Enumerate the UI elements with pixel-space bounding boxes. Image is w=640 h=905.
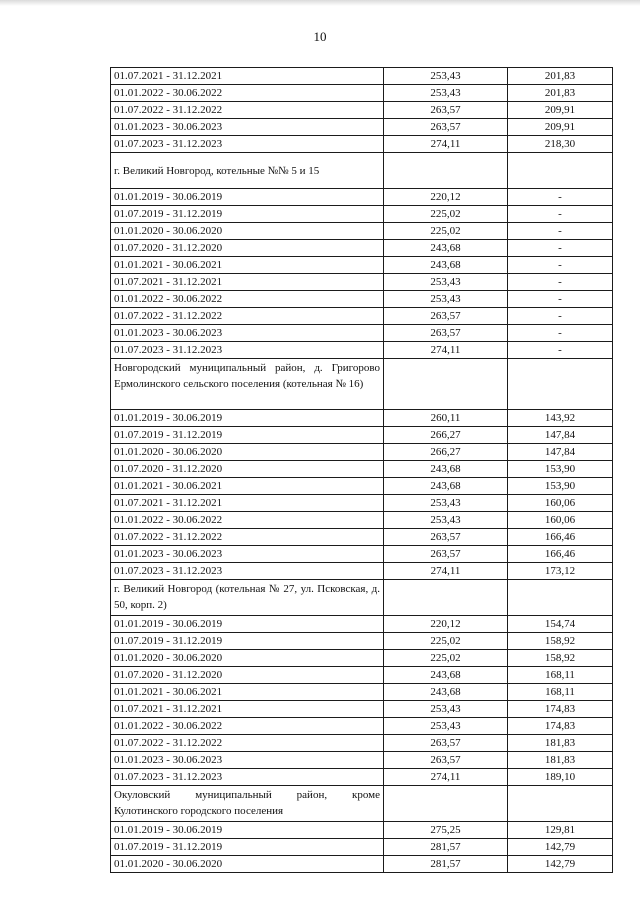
period-cell: 01.07.2019 - 31.12.2019 (111, 206, 384, 223)
value-cell-1: 243,68 (384, 461, 508, 478)
period-cell: 01.07.2023 - 31.12.2023 (111, 769, 384, 786)
empty-cell (384, 359, 508, 410)
period-cell: 01.01.2020 - 30.06.2020 (111, 444, 384, 461)
table-row (111, 427, 613, 444)
period-cell: 01.07.2019 - 31.12.2019 (111, 839, 384, 856)
table-row (111, 68, 613, 85)
period-cell: 01.01.2020 - 30.06.2020 (111, 650, 384, 667)
period-cell: 01.07.2022 - 31.12.2022 (111, 529, 384, 546)
value-cell-1: 243,68 (384, 240, 508, 257)
table-row (111, 752, 613, 769)
value-cell-1: 281,57 (384, 856, 508, 873)
value-cell-2: 181,83 (508, 752, 613, 769)
value-cell-2: 160,06 (508, 512, 613, 529)
value-cell-1: 225,02 (384, 206, 508, 223)
value-cell-2: - (508, 274, 613, 291)
table-row (111, 650, 613, 667)
period-cell: 01.01.2023 - 30.06.2023 (111, 325, 384, 342)
value-cell-1: 263,57 (384, 325, 508, 342)
value-cell-1: 220,12 (384, 616, 508, 633)
section-row (111, 359, 613, 410)
value-cell-1: 253,43 (384, 291, 508, 308)
value-cell-2: 201,83 (508, 68, 613, 85)
value-cell-2: - (508, 206, 613, 223)
period-cell: 01.07.2020 - 31.12.2020 (111, 240, 384, 257)
value-cell-1: 225,02 (384, 650, 508, 667)
empty-cell (508, 153, 613, 189)
table-row (111, 102, 613, 119)
value-cell-2: - (508, 223, 613, 240)
value-cell-2: 174,83 (508, 718, 613, 735)
table-row (111, 291, 613, 308)
value-cell-1: 263,57 (384, 102, 508, 119)
value-cell-1: 253,43 (384, 701, 508, 718)
value-cell-2: 153,90 (508, 478, 613, 495)
value-cell-1: 274,11 (384, 136, 508, 153)
period-cell: 01.01.2020 - 30.06.2020 (111, 856, 384, 873)
value-cell-2: 209,91 (508, 102, 613, 119)
table-row (111, 410, 613, 427)
period-cell: 01.01.2023 - 30.06.2023 (111, 546, 384, 563)
empty-cell (508, 359, 613, 410)
table-row (111, 461, 613, 478)
value-cell-1: 253,43 (384, 274, 508, 291)
value-cell-1: 263,57 (384, 752, 508, 769)
table-row (111, 240, 613, 257)
value-cell-1: 275,25 (384, 822, 508, 839)
value-cell-1: 281,57 (384, 839, 508, 856)
period-cell: 01.07.2022 - 31.12.2022 (111, 308, 384, 325)
value-cell-2: 218,30 (508, 136, 613, 153)
value-cell-2: 168,11 (508, 684, 613, 701)
scan-edge (0, 0, 640, 6)
tariff-table (110, 67, 613, 873)
value-cell-1: 263,57 (384, 529, 508, 546)
table-row (111, 444, 613, 461)
value-cell-2: - (508, 291, 613, 308)
period-cell: 01.07.2019 - 31.12.2019 (111, 427, 384, 444)
period-cell: 01.01.2019 - 30.06.2019 (111, 822, 384, 839)
value-cell-1: 243,68 (384, 478, 508, 495)
period-cell: 01.07.2022 - 31.12.2022 (111, 735, 384, 752)
period-cell: 01.01.2023 - 30.06.2023 (111, 752, 384, 769)
value-cell-2: 166,46 (508, 529, 613, 546)
table-row (111, 701, 613, 718)
value-cell-2: 147,84 (508, 427, 613, 444)
value-cell-2: 153,90 (508, 461, 613, 478)
value-cell-2: 166,46 (508, 546, 613, 563)
period-cell: 01.07.2022 - 31.12.2022 (111, 102, 384, 119)
table-row (111, 85, 613, 102)
value-cell-1: 274,11 (384, 769, 508, 786)
period-cell: 01.01.2021 - 30.06.2021 (111, 478, 384, 495)
value-cell-2: 129,81 (508, 822, 613, 839)
table-row (111, 735, 613, 752)
value-cell-2: 154,74 (508, 616, 613, 633)
value-cell-1: 243,68 (384, 257, 508, 274)
value-cell-1: 263,57 (384, 119, 508, 136)
value-cell-1: 253,43 (384, 85, 508, 102)
value-cell-1: 274,11 (384, 563, 508, 580)
value-cell-2: 142,79 (508, 856, 613, 873)
table-row (111, 189, 613, 206)
table-row (111, 822, 613, 839)
empty-cell (384, 786, 508, 822)
value-cell-1: 253,43 (384, 68, 508, 85)
period-cell: 01.01.2023 - 30.06.2023 (111, 119, 384, 136)
table-row (111, 616, 613, 633)
value-cell-2: 173,12 (508, 563, 613, 580)
section-title: Новгородский муниципальный район, д. Григорово Ермолинского сельского поселения (котельная № 16) (111, 359, 384, 410)
period-cell: 01.01.2021 - 30.06.2021 (111, 257, 384, 274)
period-cell: 01.01.2021 - 30.06.2021 (111, 684, 384, 701)
table-row (111, 839, 613, 856)
value-cell-2: 158,92 (508, 650, 613, 667)
period-cell: 01.01.2019 - 30.06.2019 (111, 189, 384, 206)
value-cell-2: 158,92 (508, 633, 613, 650)
value-cell-2: - (508, 308, 613, 325)
period-cell: 01.01.2022 - 30.06.2022 (111, 718, 384, 735)
period-cell: 01.07.2023 - 31.12.2023 (111, 342, 384, 359)
table-row (111, 667, 613, 684)
value-cell-1: 266,27 (384, 444, 508, 461)
value-cell-2: - (508, 342, 613, 359)
value-cell-1: 253,43 (384, 718, 508, 735)
table-row (111, 769, 613, 786)
value-cell-2: 181,83 (508, 735, 613, 752)
value-cell-2: - (508, 189, 613, 206)
value-cell-1: 220,12 (384, 189, 508, 206)
period-cell: 01.07.2020 - 31.12.2020 (111, 667, 384, 684)
value-cell-2: 160,06 (508, 495, 613, 512)
value-cell-2: - (508, 257, 613, 274)
section-title: г. Великий Новгород, котельные №№ 5 и 15 (111, 153, 384, 189)
value-cell-1: 253,43 (384, 495, 508, 512)
table-row (111, 223, 613, 240)
value-cell-2: 174,83 (508, 701, 613, 718)
empty-cell (508, 580, 613, 616)
page-number: 10 (313, 29, 327, 44)
value-cell-1: 243,68 (384, 667, 508, 684)
empty-cell (508, 786, 613, 822)
value-cell-1: 225,02 (384, 633, 508, 650)
value-cell-2: 189,10 (508, 769, 613, 786)
section-row (111, 786, 613, 822)
table-row (111, 342, 613, 359)
section-row (111, 153, 613, 189)
period-cell: 01.07.2021 - 31.12.2021 (111, 68, 384, 85)
value-cell-1: 263,57 (384, 308, 508, 325)
table-row (111, 325, 613, 342)
empty-cell (384, 153, 508, 189)
table-row (111, 563, 613, 580)
value-cell-1: 263,57 (384, 735, 508, 752)
period-cell: 01.07.2020 - 31.12.2020 (111, 461, 384, 478)
value-cell-2: 147,84 (508, 444, 613, 461)
value-cell-2: 142,79 (508, 839, 613, 856)
value-cell-2: 143,92 (508, 410, 613, 427)
value-cell-1: 274,11 (384, 342, 508, 359)
table-row (111, 495, 613, 512)
period-cell: 01.01.2022 - 30.06.2022 (111, 512, 384, 529)
table-row (111, 718, 613, 735)
table-row (111, 684, 613, 701)
value-cell-1: 243,68 (384, 684, 508, 701)
value-cell-1: 266,27 (384, 427, 508, 444)
period-cell: 01.07.2019 - 31.12.2019 (111, 633, 384, 650)
period-cell: 01.07.2021 - 31.12.2021 (111, 274, 384, 291)
section-title: Окуловский муниципальный район, кроме Кулотинского городского поселения (111, 786, 384, 822)
period-cell: 01.01.2020 - 30.06.2020 (111, 223, 384, 240)
value-cell-2: - (508, 240, 613, 257)
value-cell-1: 225,02 (384, 223, 508, 240)
period-cell: 01.01.2019 - 30.06.2019 (111, 616, 384, 633)
value-cell-1: 253,43 (384, 512, 508, 529)
section-row (111, 580, 613, 616)
period-cell: 01.01.2022 - 30.06.2022 (111, 85, 384, 102)
table-row (111, 257, 613, 274)
table-row (111, 136, 613, 153)
empty-cell (384, 580, 508, 616)
period-cell: 01.07.2023 - 31.12.2023 (111, 136, 384, 153)
table-row (111, 206, 613, 223)
period-cell: 01.07.2021 - 31.12.2021 (111, 495, 384, 512)
table-row (111, 478, 613, 495)
table-row (111, 308, 613, 325)
table-row (111, 512, 613, 529)
table-row (111, 274, 613, 291)
value-cell-2: 209,91 (508, 119, 613, 136)
period-cell: 01.07.2023 - 31.12.2023 (111, 563, 384, 580)
value-cell-2: 201,83 (508, 85, 613, 102)
period-cell: 01.07.2021 - 31.12.2021 (111, 701, 384, 718)
value-cell-2: - (508, 325, 613, 342)
period-cell: 01.01.2019 - 30.06.2019 (111, 410, 384, 427)
table-row (111, 856, 613, 873)
section-title: г. Великий Новгород (котельная № 27, ул. Псковская, д. 50, корп. 2) (111, 580, 384, 616)
value-cell-1: 263,57 (384, 546, 508, 563)
table-row (111, 529, 613, 546)
value-cell-2: 168,11 (508, 667, 613, 684)
table-row (111, 119, 613, 136)
period-cell: 01.01.2022 - 30.06.2022 (111, 291, 384, 308)
value-cell-1: 260,11 (384, 410, 508, 427)
table-row (111, 546, 613, 563)
table-row (111, 633, 613, 650)
